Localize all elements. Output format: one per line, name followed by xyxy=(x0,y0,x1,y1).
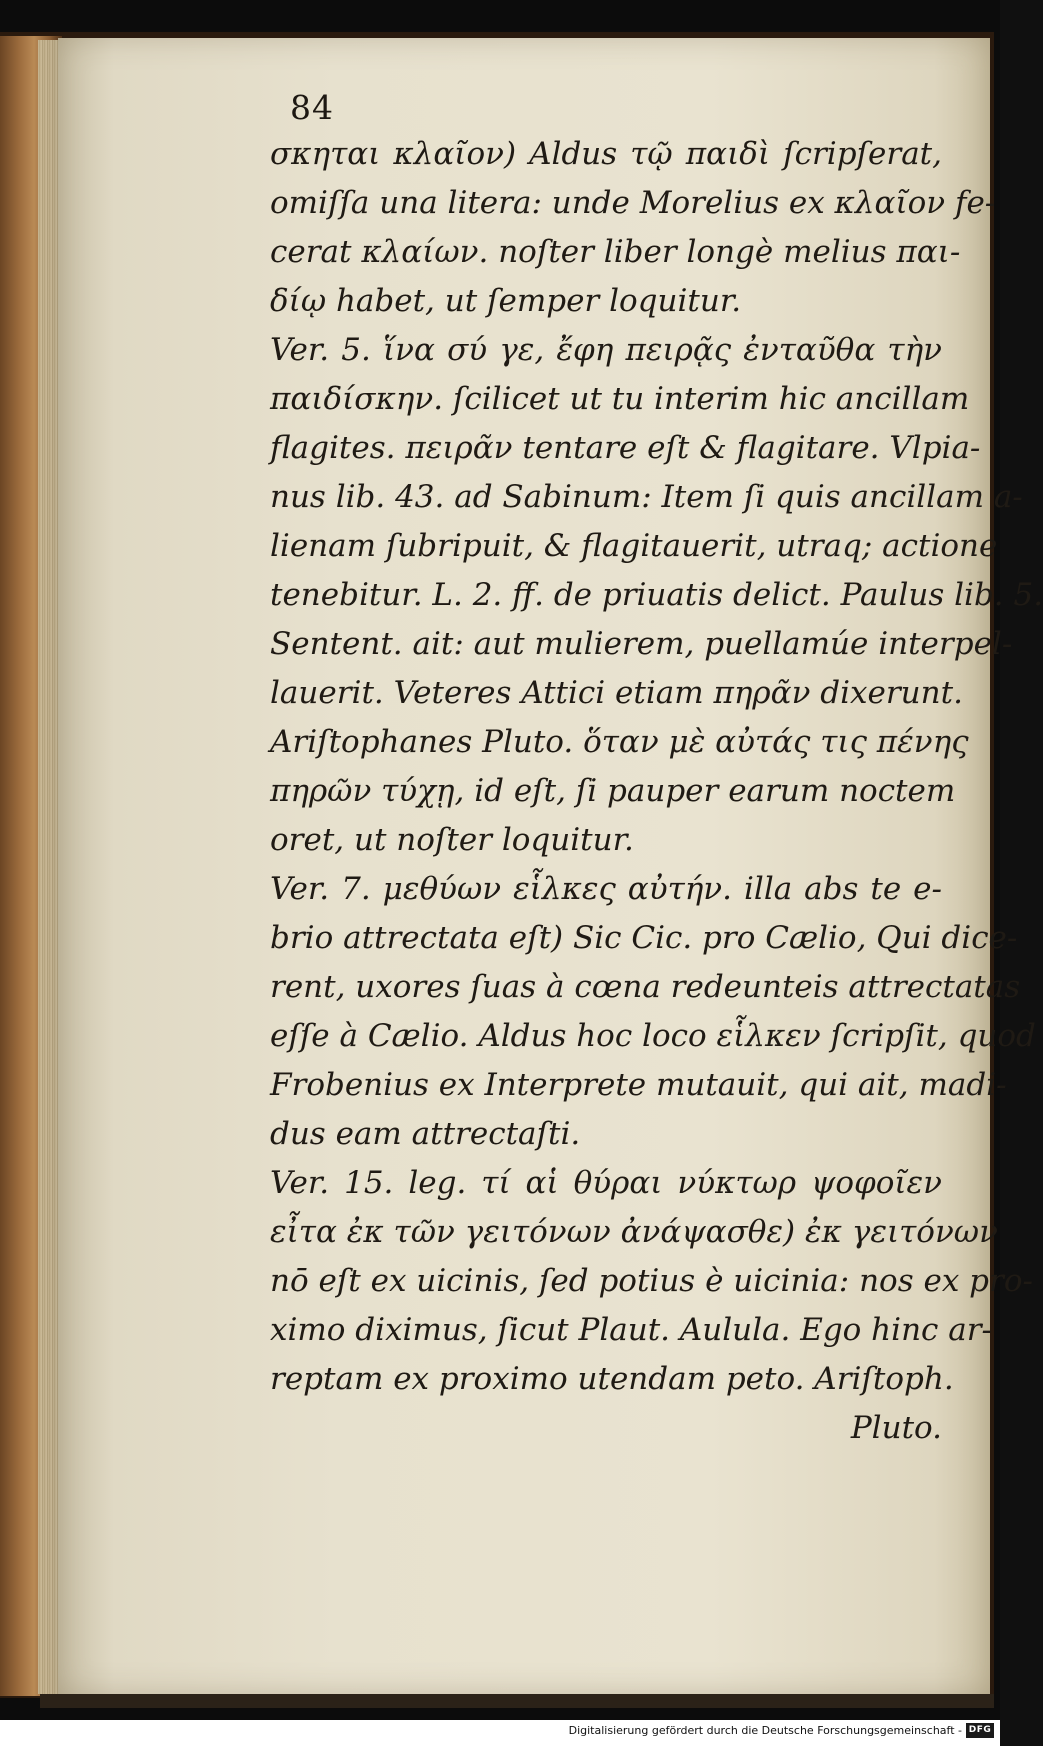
text-line: lauerit. Veteres Attici etiam πηρᾶν dixerunt. xyxy=(270,675,963,711)
text-line: δίῳ habet, ut ſemper loquitur. xyxy=(270,283,742,319)
text-line: Frobenius ex Interprete mutauit, qui ait, madi- xyxy=(270,1067,1007,1103)
text-line: Sentent. ait: aut mulierem, puellamúe interpel- xyxy=(270,626,1013,662)
text-line: rent, uxores ſuas à cœna redeunteis attrectatas xyxy=(270,969,1021,1005)
page-shadow xyxy=(40,1694,994,1708)
text-line: omiſſa una litera: unde Morelius ex κλαῖον fe- xyxy=(270,185,996,221)
text-line: brio attrectata eſt) Sic Cic. pro Cælio, Qui dice- xyxy=(270,920,1018,956)
text-line: εἶτα ἐκ τῶν γειτόνων ἀνάψασθε) ἐκ γειτόνων xyxy=(270,1214,998,1250)
text-line: παιδίσκην. ſcilicet ut tu interim hic ancillam xyxy=(270,381,970,417)
text-line: cerat κλαίων. noſter liber longè melius παι- xyxy=(270,234,961,270)
text-line: lienam ſubripuit, & flagitauerit, utraq; actione xyxy=(270,528,998,564)
text-line: πηρῶν τύχῃ, id eſt, ſi pauper earum noctem xyxy=(270,773,956,809)
digitization-credit: Digitalisierung gefördert durch die Deutsche Forschungsgemeinschaft - xyxy=(568,1724,962,1737)
text-line: Ariſtophanes Pluto. ὅταν μὲ αὐτάς τις πένης xyxy=(270,724,969,760)
text-line: dus eam attrectaſti. xyxy=(270,1116,581,1152)
text-line: eſſe à Cælio. Aldus hoc loco εἷλκεν ſcripſit, quod xyxy=(270,1018,1036,1054)
dfg-logo-icon: DFG xyxy=(966,1723,994,1738)
text-line: nus lib. 43. ad Sabinum: Item ſi quis ancillam a- xyxy=(270,479,1023,515)
text-line: tenebitur. L. 2. ff. de priuatis delict. Paulus lib. 5. xyxy=(270,577,1043,613)
text-line: Ver. 15. leg. τί αἱ θύραι νύκτωρ ψοφοῖεν xyxy=(270,1165,942,1201)
page-edges xyxy=(38,40,60,1694)
text-line: nō eſt ex uicinis, ſed potius è uicinia: nos ex pro- xyxy=(270,1263,1033,1299)
page-number: 84 xyxy=(290,88,334,127)
catchword: Pluto. xyxy=(850,1410,942,1446)
text-line: flagites. πειρᾶν tentare eſt & flagitare. Vlpia- xyxy=(270,430,981,466)
text-line: reptam ex proximo utendam peto. Ariſtoph. xyxy=(270,1361,954,1397)
text-line: Ver. 7. μεθύων εἷλκες αὐτήν. illa abs te e- xyxy=(270,871,942,907)
text-line: Ver. 5. ἵνα σύ γε, ἔφη πειρᾷς ἐνταῦθα τὴν xyxy=(270,332,942,368)
text-line: ximo diximus, ſicut Plaut. Aulula. Ego hinc ar- xyxy=(270,1312,993,1348)
text-line: σκηται κλαῖον) Aldus τῷ παιδὶ ſcripſerat, xyxy=(270,136,942,172)
text-line: oret, ut noſter loquitur. xyxy=(270,822,634,858)
